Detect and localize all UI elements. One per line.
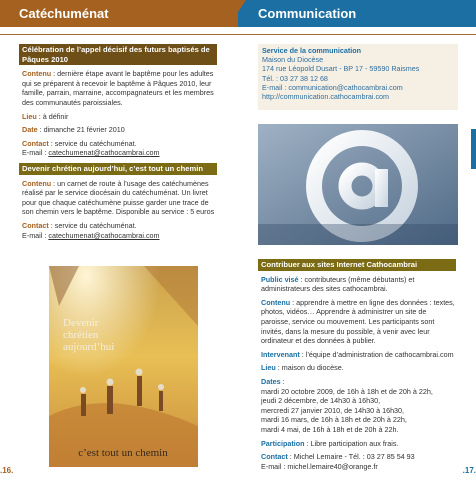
text: : [280,376,285,386]
service-email[interactable]: E-mail : communication@cathocambrai.com [262,82,403,92]
label: Contenu [22,69,52,79]
text: : apprendre à mettre en ligne des données : textes, photos, vidéos… Apprendre à administrer un site de paroisse, service ou mouvement. Les participants sont invités, dans la mesure du possible, à venir avec leur ordinateur et des données à publier. [261,297,455,346]
label: Lieu [22,111,37,121]
right-column [258,259,456,475]
text: : Michel Lemaire - Tél. : 03 27 85 54 93 [287,452,415,462]
cover-title-line2: chrétien [63,329,99,341]
contenu [261,298,456,346]
label: Public visé [261,274,299,284]
right-rule [238,34,476,35]
email-prefix: E-mail : [22,148,49,158]
date-item: mardi 4 mai, de 16h à 18h et de 20h à 22h. [261,424,399,434]
page-number-left: .16. [0,466,14,475]
label: Contenu [261,297,291,307]
email-prefix: E-mail : [22,230,49,240]
participation [261,439,456,449]
lieu [261,363,456,373]
intervenant [261,350,456,360]
service-line1: Maison du Diocèse [262,55,324,65]
label: Contact [261,452,288,462]
contact-email[interactable]: E-mail : michel.lemaire40@orange.fr [261,461,378,471]
label: Intervenant [261,349,300,359]
section1-contenu [22,69,217,107]
label: Participation [261,438,305,448]
cover-subtitle: c’est tout un chemin [78,447,168,459]
public-vise [261,275,456,294]
section1-lieu [22,112,217,122]
service-line2: 174 rue Léopold Dusart - BP 17 - 59590 Raismes [262,64,420,74]
at-sign-photo [258,124,458,245]
service-contact-box [258,44,458,110]
text: : service du catéchuménat. [48,220,137,230]
email-link[interactable]: catechumenat@cathocambrai.com [48,230,160,240]
section2-contenu [22,179,217,217]
section1-date [22,125,217,135]
cover-title-line3: aujourd’hui [63,341,115,353]
label: Date [22,125,38,135]
section1-email [22,148,217,158]
section-title-devenir: Devenir chrétien aujourd’hui, c’est tout un chemin [19,163,217,175]
date-item: mardi 20 octobre 2009, de 16h à 18h et de 20h à 22h, [261,386,433,396]
cover-title-line1: Devenir [63,317,99,329]
left-page-title: Catéchuménat [19,6,109,21]
text: : maison du diocèse. [275,363,344,373]
text: : dimanche 21 février 2010 [37,125,125,135]
page-number-right: .17. [462,466,476,475]
label: Dates [261,376,281,386]
left-rule [0,34,238,35]
text: : contributeurs (même débutants) et administrateurs des sites cathocambrai. [261,274,415,294]
label: Contenu [22,178,52,188]
label: Contact [22,138,49,148]
date-item: mercredi 27 janvier 2010, de 14h30 à 16h30, [261,405,405,415]
edge-tab-marker [471,129,476,169]
text: : un carnet de route à l’usage des catéchumènes réalisé par le service diocésain du catéchuménat. Un livret pour que chaque catéchumène puisse garder une trace de son chemin vers le baptême. Disponible au service : 5 euros [22,178,215,217]
text: : dernière étape avant le baptême pour les adultes qui se préparent à recevoir le baptême à Pâques 2010, leur famille, parrain, marraine, accompagnateurs et les membres des communautés paroissiales. [22,69,214,107]
contact [261,452,456,462]
section-title-celebration: Célébration de l’appel décisif des futurs baptisés de Pâques 2010 [19,44,217,65]
text: : service du catéchuménat. [48,138,137,148]
right-page-title: Communication [258,6,357,21]
text: : Libre participation aux frais. [304,438,399,448]
text: : l’équipe d’administration de cathocambrai.com [299,349,454,359]
section2-email [22,231,217,241]
service-phone: Tél. : 03 27 38 12 68 [262,73,328,83]
section-title-contribuer: Contribuer aux sites Internet Cathocambrai [258,259,456,271]
left-column [19,44,217,244]
label: Lieu [261,363,276,373]
header-divider [228,0,246,27]
service-title: Service de la communication [262,46,362,55]
text: : à définir [36,111,69,121]
booklet-cover-image [49,266,198,467]
label: Contact [22,220,49,230]
section1-contact [22,139,217,149]
dates [261,377,456,435]
date-item: jeudi 2 décembre, de 14h30 à 16h30, [261,396,381,406]
service-website[interactable]: http://communication.cathocambrai.com [262,92,390,102]
email-link[interactable]: catechumenat@cathocambrai.com [48,148,160,158]
section2-contact [22,221,217,231]
date-item: mardi 16 mars, de 16h à 18h et de 20h à 22h, [261,415,407,425]
